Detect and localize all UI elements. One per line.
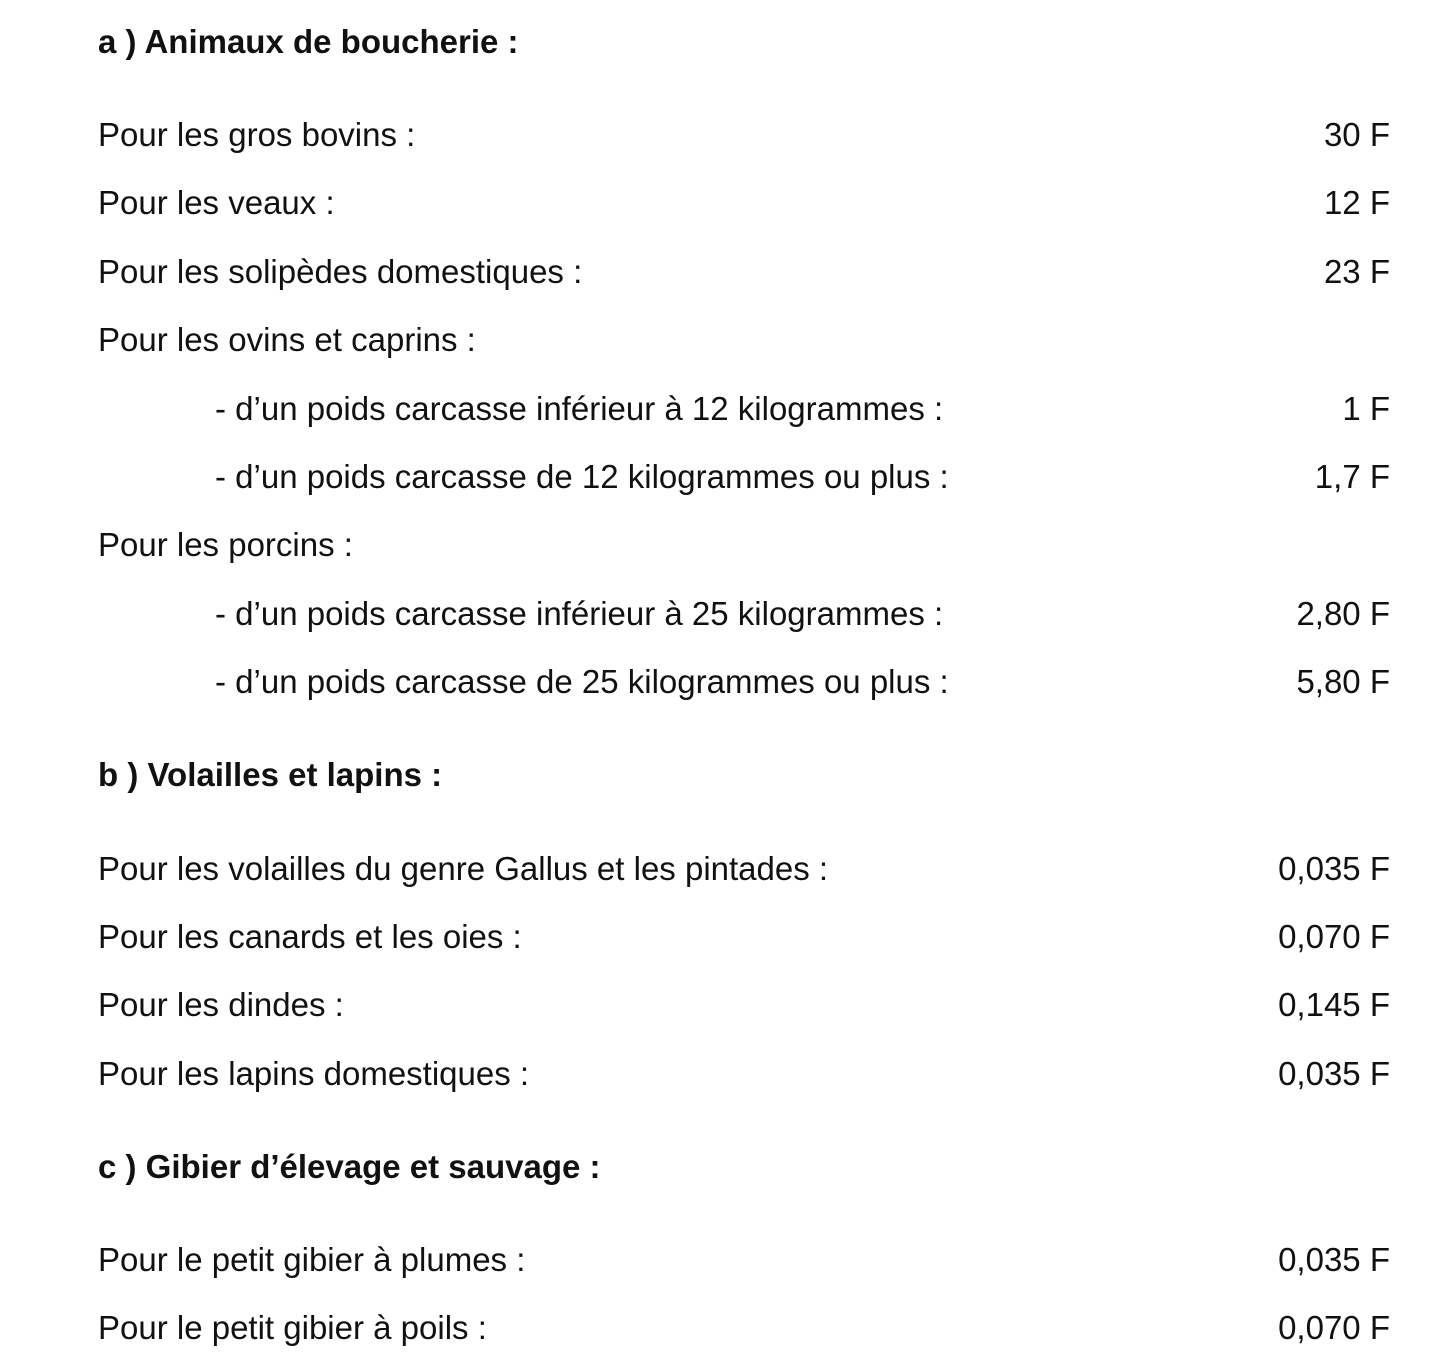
rate-value: 0,070 F <box>1278 918 1390 955</box>
rate-label: Pour les solipèdes domestiques : <box>98 253 583 290</box>
rate-row-ovins-12kg-plus <box>98 457 1390 497</box>
rate-label: Pour les canards et les oies : <box>98 918 522 955</box>
rate-label: Pour le petit gibier à plumes : <box>98 1241 526 1278</box>
rate-value: 0,035 F <box>1278 850 1390 887</box>
rate-row-gibier-plumes <box>98 1240 1390 1280</box>
rate-label: - d’un poids carcasse inférieur à 25 kilogrammes : <box>215 595 944 632</box>
rate-value: 30 F <box>1323 116 1390 153</box>
rate-row-canards-oies <box>98 917 1390 957</box>
rate-label: Pour les porcins : <box>98 526 353 563</box>
rate-row-solipedes <box>98 252 1390 292</box>
rate-row-gros-bovins <box>98 115 1390 155</box>
rate-row-porcins-under-25kg <box>98 594 1390 634</box>
section-heading-animaux-de-boucherie: a ) Animaux de boucherie : <box>98 23 519 60</box>
rate-row-dindes <box>98 985 1390 1025</box>
rate-label: Pour les lapins domestiques : <box>98 1055 530 1092</box>
rate-row-lapins-domestiques <box>98 1054 1390 1094</box>
rate-value: 2,80 F <box>1296 595 1390 632</box>
rate-label: Pour les veaux : <box>98 184 335 221</box>
rate-row-ovins-caprins <box>98 320 1390 360</box>
rate-row-porcins-25kg-plus <box>98 662 1390 702</box>
rate-value: 0,035 F <box>1278 1055 1390 1092</box>
section-heading-gibier: c ) Gibier d’élevage et sauvage : <box>98 1148 601 1185</box>
section-heading-volailles-et-lapins: b ) Volailles et lapins : <box>98 756 443 793</box>
rate-row-veaux <box>98 183 1390 223</box>
rate-label: - d’un poids carcasse de 25 kilogrammes ou plus : <box>215 663 949 700</box>
rate-row-volailles-gallus <box>98 849 1390 889</box>
rate-value: 12 F <box>1323 184 1390 221</box>
rate-value: 0,035 F <box>1278 1241 1390 1278</box>
rate-label: Pour les dindes : <box>98 986 344 1023</box>
rate-value: 23 F <box>1323 253 1390 290</box>
rate-label: Pour les ovins et caprins : <box>98 321 476 358</box>
rate-label: Pour les volailles du genre Gallus et les pintades : <box>98 850 829 887</box>
rate-label: Pour les gros bovins : <box>98 116 416 153</box>
rate-value: 1 F <box>1342 390 1390 427</box>
rate-row-porcins <box>98 525 1390 565</box>
rate-value: 0,145 F <box>1278 986 1390 1023</box>
rate-label: - d’un poids carcasse inférieur à 12 kilogrammes : <box>215 390 944 427</box>
rate-value: 1,7 F <box>1314 458 1390 495</box>
rate-label: Pour le petit gibier à poils : <box>98 1309 487 1346</box>
rate-value: 5,80 F <box>1296 663 1390 700</box>
rate-row-gibier-poils <box>98 1308 1390 1348</box>
rate-row-ovins-under-12kg <box>98 389 1390 429</box>
rate-value: 0,070 F <box>1278 1309 1390 1346</box>
rate-label: - d’un poids carcasse de 12 kilogrammes ou plus : <box>215 458 949 495</box>
